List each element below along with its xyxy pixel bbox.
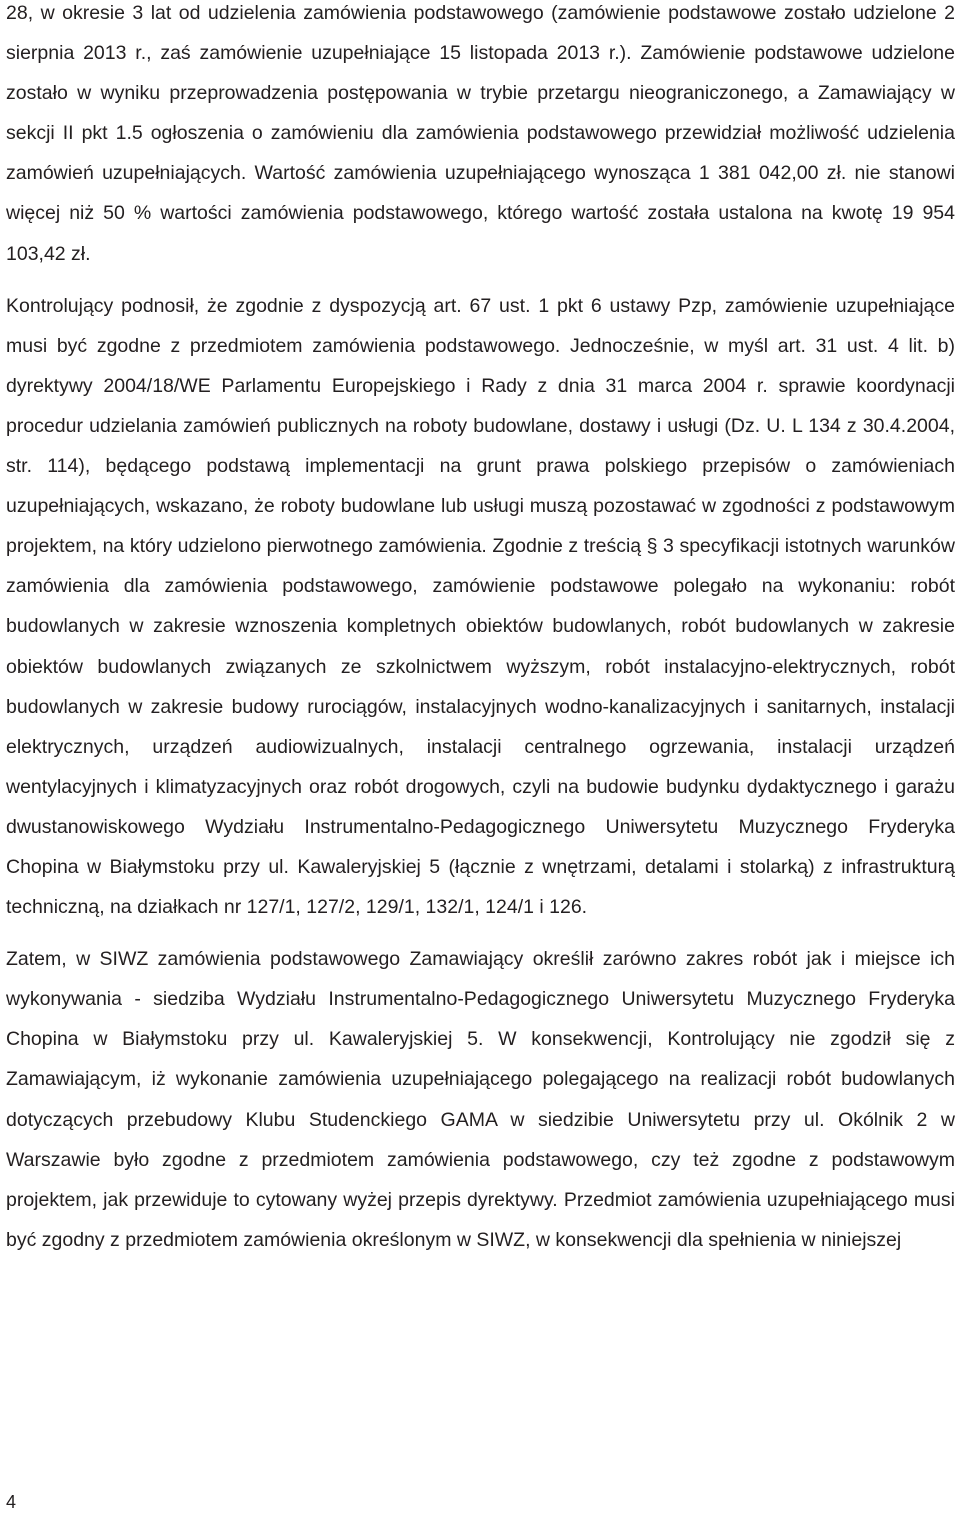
document-page: [6, 0, 955, 1260]
paragraph-contract-value: 28, w okresie 3 lat od udzielenia zamówienia podstawowego (zamówienie podstawowe zostało udzielone 2 sierpnia 2013 r., zaś zamówienie uzupełniające 15 listopada 2013 r.). Zamówienie podstawowe udzielone zostało w wyniku przeprowadzenia postępowania w trybie przetargu nieograniczonego, a Zamawiający w sekcji II pkt 1.5 ogłoszenia o zamówieniu dla zamówienia podstawowego przewidział możliwość udzielenia zamówień uzupełniających. Wartość zamówienia uzupełniającego wynosząca 1 381 042,00 zł. nie stanowi więcej niż 50 % wartości zamówienia podstawowego, którego wartość została ustalona na kwotę 19 954 103,42 zł.: [6, 2, 955, 265]
page-number: 4: [6, 1492, 17, 1512]
paragraph-inspector-argument: Kontrolujący podnosił, że zgodnie z dyspozycją art. 67 ust. 1 pkt 6 ustawy Pzp, zamówienie uzupełniające musi być zgodne z przedmiotem zamówienia podstawowego. Jednocześnie, w myśl art. 31 ust. 4 lit. b) dyrektywy 2004/18/WE Parlamentu Europejskiego i Rady z dnia 31 marca 2004 r. sprawie koordynacji procedur udzielania zamówień publicznych na roboty budowlane, dostawy i usługi (Dz. U. L 134 z 30.4.2004, str. 114), będącego podstawą implementacji na grunt prawa polskiego przepisów o zamówieniach uzupełniających, wskazano, że roboty budowlane lub usługi muszą pozostawać w zgodności z podstawowym projektem, na który udzielono pierwotnego zamówienia. Zgodnie z treścią § 3 specyfikacji istotnych warunków zamówienia dla zamówienia podstawowego, zamówienie podstawowe polegało na wykonaniu: robót budowlanych w zakresie wznoszenia kompletnych obiektów budowlanych, robót budowlanych w zakresie obiektów budowlanych związanych ze szkolnictwem wyższym, robót instalacyjno-elektrycznych, robót budowlanych w zakresie budowy rurociągów, instalacyjnych wodno-kanalizacyjnych i sanitarnych, instalacji elektrycznych, urządzeń audiowizualnych, instalacji centralnego ogrzewania, instalacji urządzeń wentylacyjnych i klimatyzacyjnych oraz robót drogowych, czyli na budowie budynku dydaktycznego i garażu dwustanowiskowego Wydziału Instrumentalno-Pedagogicznego Uniwersytetu Muzycznego Fryderyka Chopina w Białymstoku przy ul. Kawaleryjskiej 5 (łącznie z wnętrzami, detalami i stolarką) z infrastrukturą techniczną, na działkach nr 127/1, 127/2, 129/1, 132/1, 124/1 i 126.: [6, 294, 955, 919]
paragraph-siwz-scope: Zatem, w SIWZ zamówienia podstawowego Zamawiający określił zarówno zakres robót jak i miejsce ich wykonywania - siedziba Wydziału Instrumentalno-Pedagogicznego Uniwersytetu Muzycznego Fryderyka Chopina w Białymstoku przy ul. Kawaleryjskiej 5. W konsekwencji, Kontrolujący nie zgodził się z Zamawiającym, iż wykonanie zamówienia uzupełniającego polegającego na realizacji robót budowlanych dotyczących przebudowy Klubu Studenckiego GAMA w siedzibie Uniwersytetu przy ul. Okólnik 2 w Warszawie było zgodne z przedmiotem zamówienia podstawowego, czy też zgodne z podstawowym projektem, jak przewiduje to cytowany wyżej przepis dyrektywy. Przedmiot zamówienia uzupełniającego musi być zgodny z przedmiotem zamówienia określonym w SIWZ, w konsekwencji dla spełnienia w niniejszej: [6, 948, 955, 1251]
